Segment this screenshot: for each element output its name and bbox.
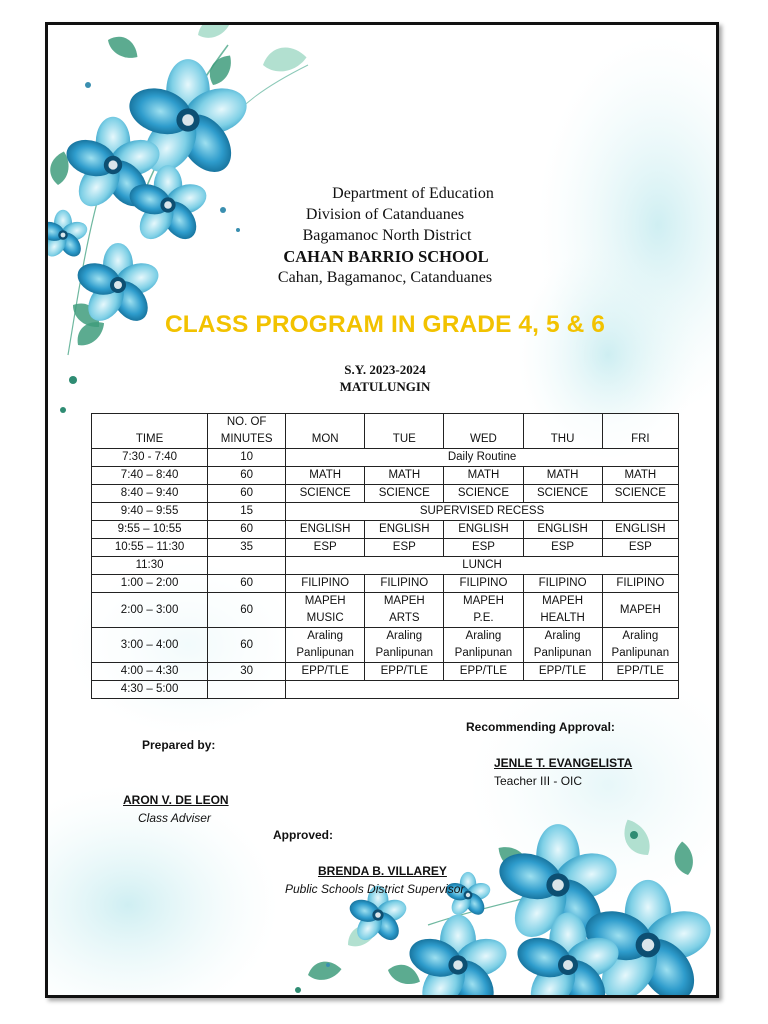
- class-schedule-table: [91, 413, 679, 699]
- table-row: [92, 521, 679, 539]
- approved-label: Approved:: [273, 828, 333, 842]
- span-cell: [286, 681, 679, 699]
- section-name: MATULUNGIN: [339, 379, 431, 394]
- time-cell: 9:40 – 9:55: [92, 503, 208, 521]
- subject-cell-thu: EPP/TLE: [523, 663, 602, 681]
- subject-cell-mon: ESP: [286, 539, 365, 557]
- subject-cell-mon: FILIPINO: [286, 575, 365, 593]
- time-cell: 9:55 – 10:55: [92, 521, 208, 539]
- minutes-cell: 10: [208, 449, 286, 467]
- subject-cell-thu: ENGLISH: [523, 521, 602, 539]
- school-name: CAHAN BARRIO SCHOOL: [283, 247, 489, 266]
- subject-cell-mon: Araling Panlipunan: [286, 628, 365, 663]
- school-address: Cahan, Bagamanoc, Catanduanes: [277, 269, 493, 286]
- subject-cell-thu: SCIENCE: [523, 485, 602, 503]
- time-cell: 4:00 – 4:30: [92, 663, 208, 681]
- table-row: [92, 467, 679, 485]
- minutes-cell: 60: [208, 467, 286, 485]
- time-cell: 3:00 – 4:00: [92, 628, 208, 663]
- subject-cell-thu: ESP: [523, 539, 602, 557]
- minutes-cell: 60: [208, 521, 286, 539]
- time-cell: 10:55 – 11:30: [92, 539, 208, 557]
- subject-cell-wed: ENGLISH: [444, 521, 523, 539]
- time-cell: 4:30 – 5:00: [92, 681, 208, 699]
- subject-cell-tue: ENGLISH: [365, 521, 444, 539]
- document-title: CLASS PROGRAM IN GRADE 4, 5 & 6: [164, 311, 606, 338]
- time-cell: 7:40 – 8:40: [92, 467, 208, 485]
- minutes-cell: 35: [208, 539, 286, 557]
- approver-title: Public Schools District Supervisor: [285, 882, 465, 896]
- minutes-cell: 60: [208, 628, 286, 663]
- subject-cell-wed: EPP/TLE: [444, 663, 523, 681]
- subject-cell-mon: MAPEH MUSIC: [286, 593, 365, 628]
- subject-cell-tue: FILIPINO: [365, 575, 444, 593]
- subject-cell-fri: MATH: [602, 467, 678, 485]
- table-header-row: [92, 414, 679, 449]
- time-cell: 7:30 - 7:40: [92, 449, 208, 467]
- subject-cell-fri: ESP: [602, 539, 678, 557]
- recommending-approval-label: Recommending Approval:: [466, 720, 615, 734]
- subject-cell-fri: ENGLISH: [602, 521, 678, 539]
- subject-cell-wed: Araling Panlipunan: [444, 628, 523, 663]
- span-cell: Daily Routine: [286, 449, 679, 467]
- school-year: S.Y. 2023-2024: [344, 362, 426, 377]
- subject-cell-thu: Araling Panlipunan: [523, 628, 602, 663]
- minutes-cell: 60: [208, 575, 286, 593]
- document-page: [45, 22, 719, 998]
- header-minutes: [208, 414, 286, 449]
- prepared-by-label: Prepared by:: [142, 738, 216, 752]
- subject-cell-mon: MATH: [286, 467, 365, 485]
- table-row: [92, 593, 679, 628]
- subject-cell-mon: EPP/TLE: [286, 663, 365, 681]
- subject-cell-fri: SCIENCE: [602, 485, 678, 503]
- header-tue: TUE: [365, 414, 444, 449]
- subject-cell-fri: Araling Panlipunan: [602, 628, 678, 663]
- header-minutes-line1: NO. OF: [226, 416, 267, 428]
- subject-cell-tue: Araling Panlipunan: [365, 628, 444, 663]
- span-cell: LUNCH: [286, 557, 679, 575]
- time-cell: 2:00 – 3:00: [92, 593, 208, 628]
- minutes-cell: [208, 681, 286, 699]
- subject-cell-wed: MATH: [444, 467, 523, 485]
- header-wed: WED: [444, 414, 523, 449]
- recommender-title: Teacher III - OIC: [494, 774, 583, 788]
- division-name: Division of Catanduanes: [305, 206, 465, 223]
- subject-cell-tue: MAPEH ARTS: [365, 593, 444, 628]
- header-thu: THU: [523, 414, 602, 449]
- table-row: [92, 539, 679, 557]
- schedule-body: [92, 449, 679, 699]
- minutes-cell: 60: [208, 485, 286, 503]
- subject-cell-wed: ESP: [444, 539, 523, 557]
- subject-cell-fri: MAPEH: [602, 593, 678, 628]
- span-cell: SUPERVISED RECESS: [286, 503, 679, 521]
- table-row: [92, 503, 679, 521]
- department-name: Department of Education: [332, 185, 494, 202]
- table-row: [92, 663, 679, 681]
- header-mon: MON: [286, 414, 365, 449]
- table-row: [92, 449, 679, 467]
- subject-cell-thu: MATH: [523, 467, 602, 485]
- subject-cell-tue: EPP/TLE: [365, 663, 444, 681]
- approver-name: BRENDA B. VILLAREY: [318, 864, 447, 878]
- subject-cell-wed: SCIENCE: [444, 485, 523, 503]
- minutes-cell: 30: [208, 663, 286, 681]
- subject-cell-wed: MAPEH P.E.: [444, 593, 523, 628]
- subject-cell-wed: FILIPINO: [444, 575, 523, 593]
- table-row: [92, 557, 679, 575]
- table-row: [92, 485, 679, 503]
- letterhead: [48, 183, 719, 288]
- subject-cell-mon: SCIENCE: [286, 485, 365, 503]
- subject-cell-tue: SCIENCE: [365, 485, 444, 503]
- table-row: [92, 628, 679, 663]
- subject-cell-thu: FILIPINO: [523, 575, 602, 593]
- header-fri: FRI: [602, 414, 678, 449]
- preparer-title: Class Adviser: [138, 811, 211, 825]
- subject-cell-tue: MATH: [365, 467, 444, 485]
- header-minutes-line2: MINUTES: [220, 433, 273, 445]
- subject-cell-thu: MAPEH HEALTH: [523, 593, 602, 628]
- header-time: TIME: [92, 414, 208, 449]
- subject-cell-tue: ESP: [365, 539, 444, 557]
- time-cell: 8:40 – 9:40: [92, 485, 208, 503]
- preparer-name: ARON V. DE LEON: [123, 793, 229, 807]
- school-year-block: [48, 361, 719, 395]
- time-cell: 11:30: [92, 557, 208, 575]
- subject-cell-fri: FILIPINO: [602, 575, 678, 593]
- recommender-name: JENLE T. EVANGELISTA: [494, 756, 633, 770]
- subject-cell-mon: ENGLISH: [286, 521, 365, 539]
- minutes-cell: 60: [208, 593, 286, 628]
- minutes-cell: [208, 557, 286, 575]
- minutes-cell: 15: [208, 503, 286, 521]
- subject-cell-fri: EPP/TLE: [602, 663, 678, 681]
- district-name: Bagamanoc North District: [302, 227, 472, 244]
- table-row: [92, 575, 679, 593]
- time-cell: 1:00 – 2:00: [92, 575, 208, 593]
- table-row: [92, 681, 679, 699]
